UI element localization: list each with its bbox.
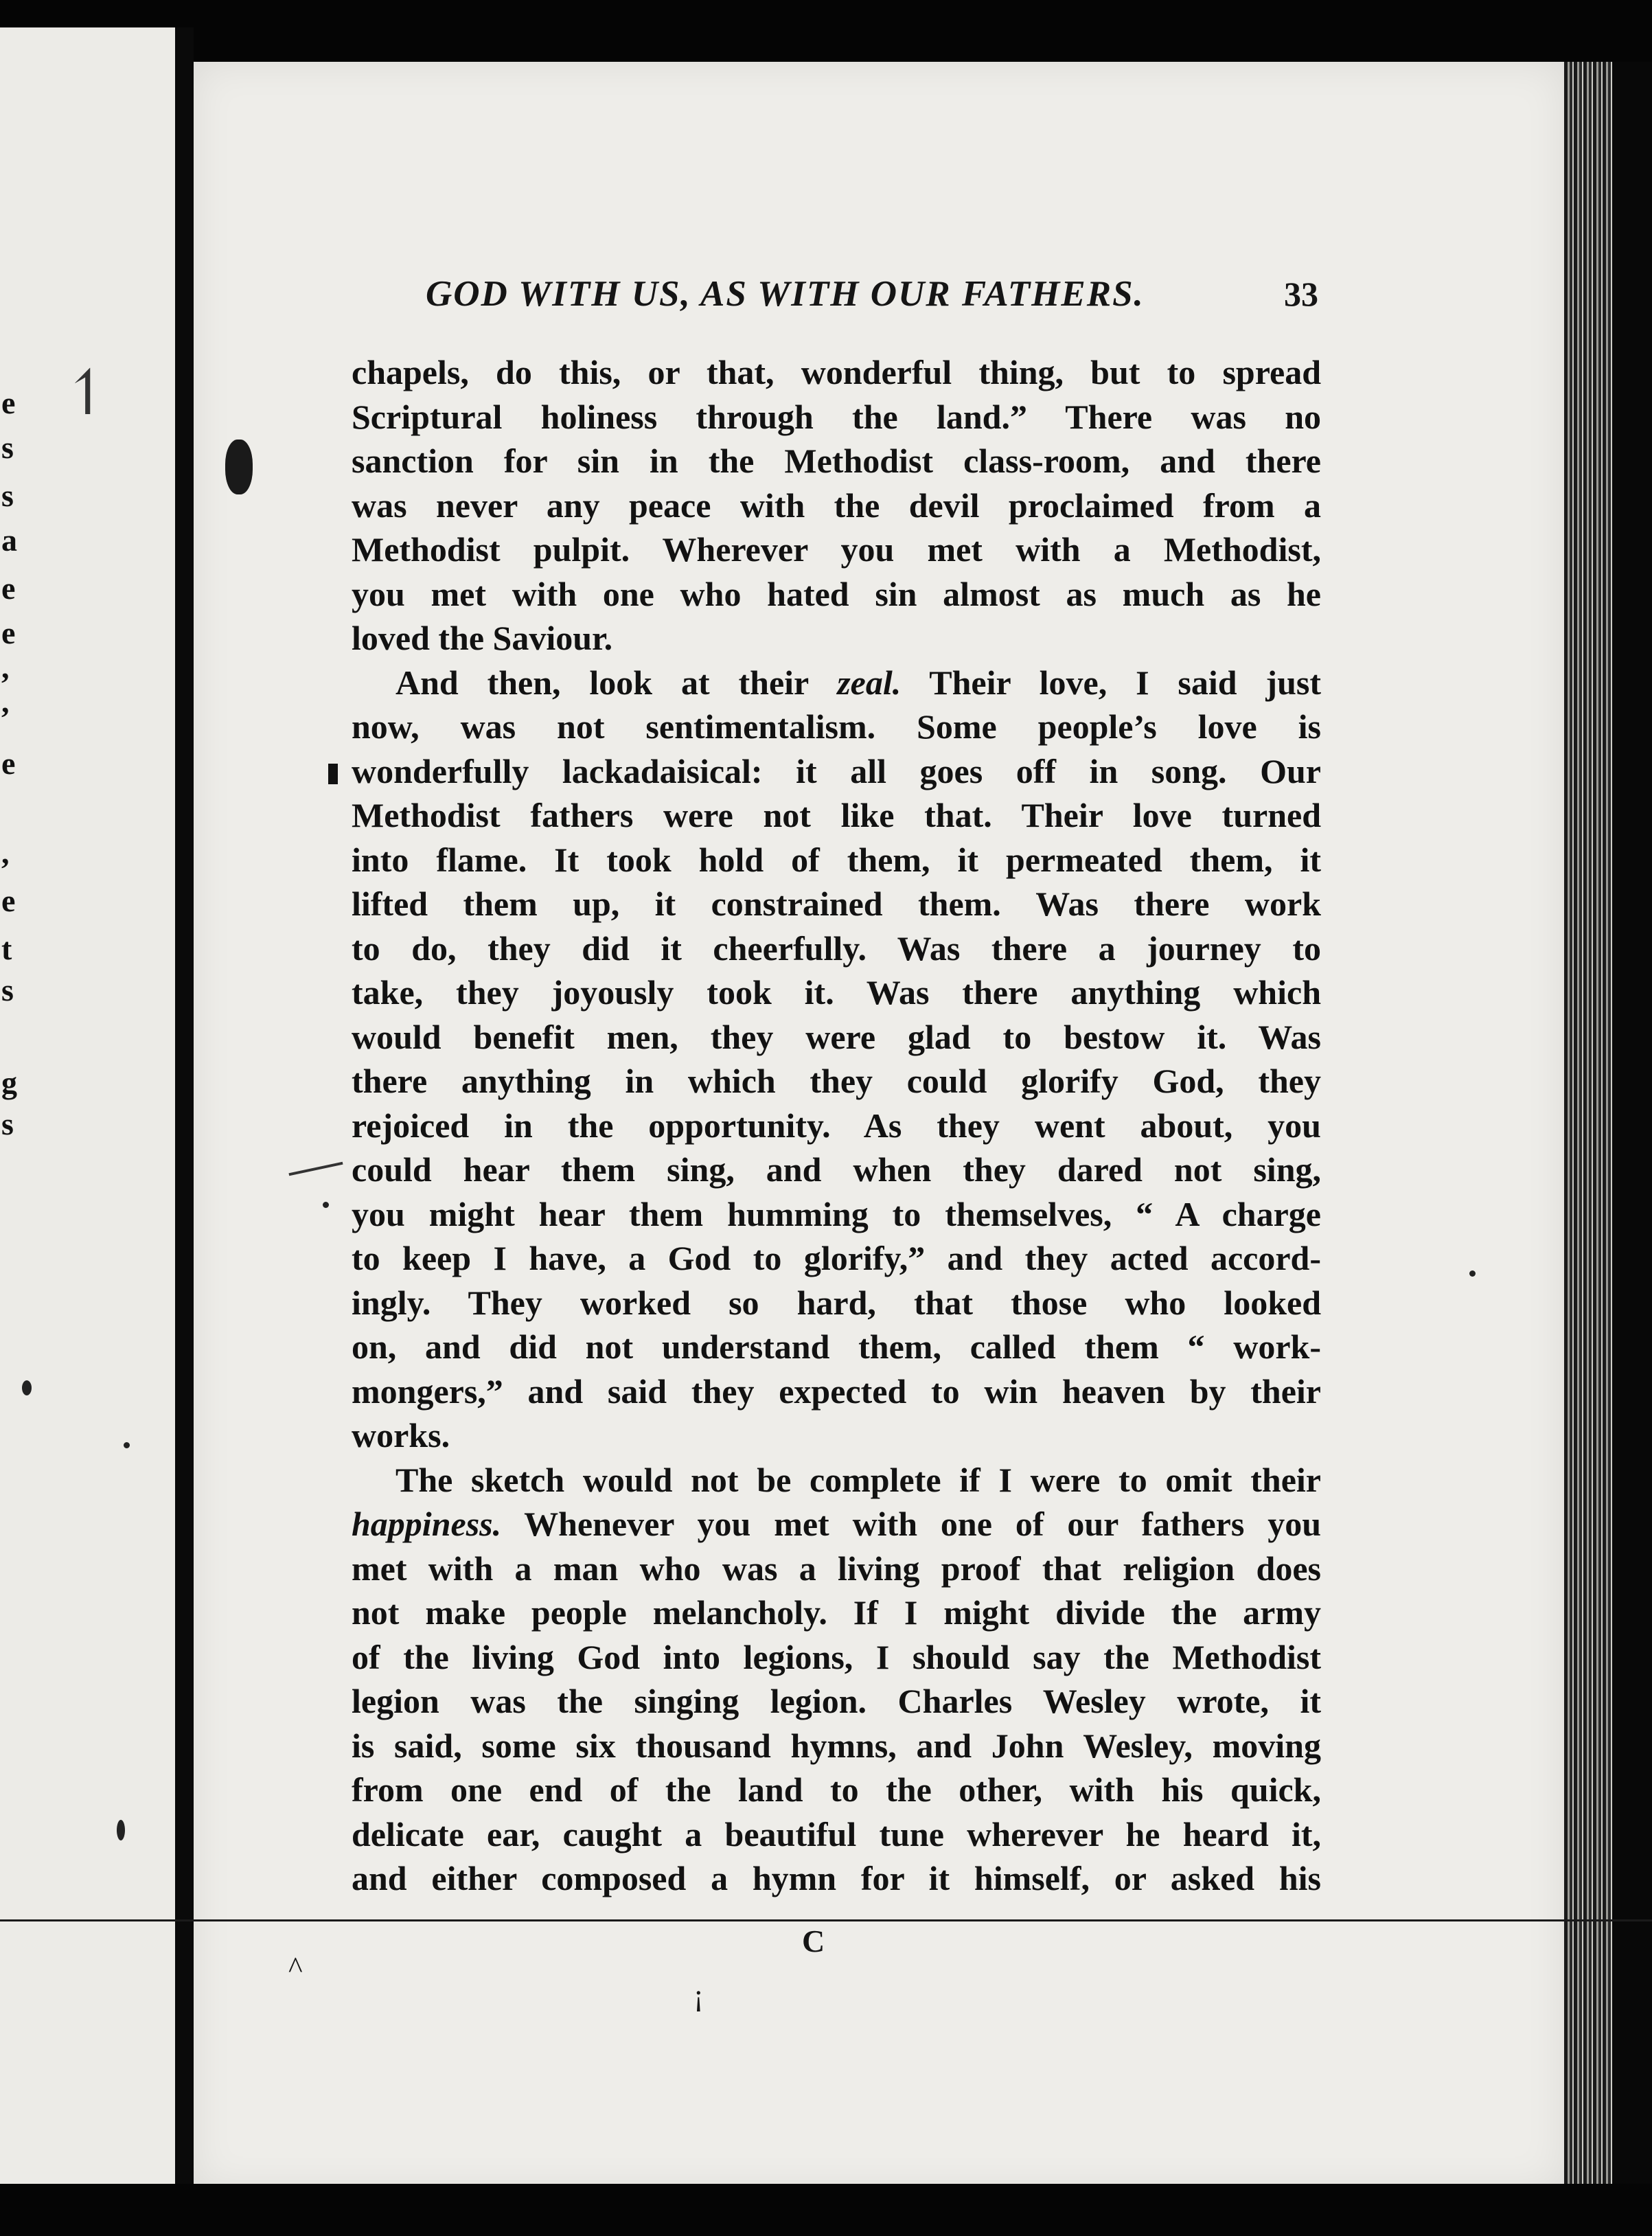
scan-border-bottom xyxy=(0,2184,1652,2236)
text-line: sanction for sin in the Methodist class-room, and there xyxy=(352,442,1321,480)
speck-icon xyxy=(124,1442,130,1448)
text-line: could hear them sing, and when they dared not sing, xyxy=(352,1150,1321,1189)
text-line: and either composed a hymn for it himself, or asked his xyxy=(352,1859,1321,1897)
text-line: of the living God into legions, I should say the Methodist xyxy=(352,1637,1321,1676)
text-line: wonderfully lackadaisical: it all goes off in song. Our xyxy=(352,751,1321,790)
text-line: Methodist fathers were not like that. Their love turned xyxy=(352,796,1321,834)
italic-word: zeal. xyxy=(837,663,902,702)
text-line: into flame. It took hold of them, it permeated them, it xyxy=(352,840,1321,879)
left-page-fragment xyxy=(0,27,175,2184)
text-line: is said, some six thousand hymns, and John Wesley, moving xyxy=(352,1726,1321,1765)
caret-mark-icon: ^ xyxy=(288,1951,303,1985)
text-line: delicate ear, caught a beautiful tune wherever he heard it, xyxy=(352,1814,1321,1853)
text-line: take, they joyously took it. Was there anything which xyxy=(352,973,1321,1012)
text-line: loved the Saviour. xyxy=(352,619,613,657)
text-line: met with a man who was a living proof that religion does xyxy=(352,1549,1321,1588)
signature-mark: C xyxy=(802,1924,825,1959)
book-gutter xyxy=(175,27,194,2184)
body-text xyxy=(352,350,1321,1901)
text-line xyxy=(352,1502,1321,1547)
left-page-letter: s xyxy=(1,1106,14,1141)
text-line: Methodist pulpit. Wherever you met with a Methodist, xyxy=(352,530,1321,569)
text-line: legion was the singing legion. Charles Wesley wrote, it xyxy=(352,1682,1321,1720)
text-line: rejoiced in the opportunity. As they went about, you xyxy=(352,1106,1321,1145)
text-line: to do, they did it cheerfully. Was there a journey to xyxy=(352,928,1321,968)
left-page-letter: e xyxy=(1,615,16,650)
text-line: there anything in which they could glorify God, they xyxy=(352,1062,1321,1100)
text-line: would benefit men, they were glad to bestow it. Was xyxy=(352,1017,1321,1056)
text-line: mongers,” and said they expected to win heaven by their xyxy=(352,1371,1321,1411)
text-line: to keep I have, a God to glorify,” and they acted accord- xyxy=(352,1239,1321,1277)
text-line: from one end of the land to the other, with his quick, xyxy=(352,1770,1321,1809)
left-page-letter: s xyxy=(1,478,14,513)
text-line: was never any peace with the devil proclaimed from a xyxy=(352,486,1321,525)
text-line: not make people melancholy. If I might divide the army xyxy=(352,1593,1321,1632)
running-head-title: GOD WITH US, AS WITH OUR FATHERS. xyxy=(426,274,1145,314)
left-page-letter: e xyxy=(1,883,16,918)
left-page-letter: g xyxy=(1,1065,17,1100)
left-page-letter: , xyxy=(1,684,10,719)
italic-word: happiness. xyxy=(352,1505,502,1543)
speck-icon xyxy=(22,1380,32,1395)
line-text: Whenever you met with one of our fathers you xyxy=(501,1505,1321,1543)
left-page-letter: , xyxy=(1,650,10,685)
left-page-letter: e xyxy=(1,385,16,420)
text-line: The sketch would not be complete if I were to omit their xyxy=(395,1460,1321,1499)
text-line: lifted them up, it constrained them. Was there work xyxy=(352,885,1321,923)
text-line: chapels, do this, or that, wonderful thing, but to spread xyxy=(352,353,1321,391)
text-line: you might hear them humming to themselves, “ A charge xyxy=(352,1194,1321,1233)
page-edge-shadow xyxy=(1612,62,1652,2191)
running-head xyxy=(426,273,1318,321)
left-page-edge-letters xyxy=(0,27,27,2184)
left-page-letter: , xyxy=(1,835,10,870)
speck-icon xyxy=(117,1820,125,1840)
page-edges xyxy=(1564,62,1612,2191)
pencil-mark-icon: ↿ xyxy=(62,360,114,428)
left-page-letter: s xyxy=(1,972,14,1007)
left-page-letter: t xyxy=(1,931,12,966)
bottom-rule-line xyxy=(0,1919,1652,1921)
text-line: ingly. They worked so hard, that those who looked xyxy=(352,1283,1321,1322)
text-line: Scriptural holiness through the land.” There was no xyxy=(352,397,1321,436)
text-line: you met with one who hated sin almost as much as he xyxy=(352,574,1321,613)
text-line: on, and did not understand them, called them “ work- xyxy=(352,1327,1321,1366)
speck-icon xyxy=(1469,1270,1476,1277)
text-line: works. xyxy=(352,1416,450,1454)
left-page-letter: e xyxy=(1,571,16,606)
left-page-letter: a xyxy=(1,523,17,558)
left-page-letter: s xyxy=(1,430,14,465)
ink-blot-icon xyxy=(225,440,253,494)
ink-drip-icon: ¡ xyxy=(693,1978,704,2012)
speck-icon xyxy=(323,1202,329,1208)
page-number: 33 xyxy=(1284,275,1318,313)
text-line xyxy=(352,661,1321,705)
text-line: now, was not sentimentalism. Some people’s love is xyxy=(352,707,1321,746)
bullet-mark-icon xyxy=(328,764,338,784)
line-text: Their love, I said just xyxy=(901,663,1321,702)
line-text: And then, look at their xyxy=(395,663,809,702)
left-page-letter: e xyxy=(1,746,16,781)
